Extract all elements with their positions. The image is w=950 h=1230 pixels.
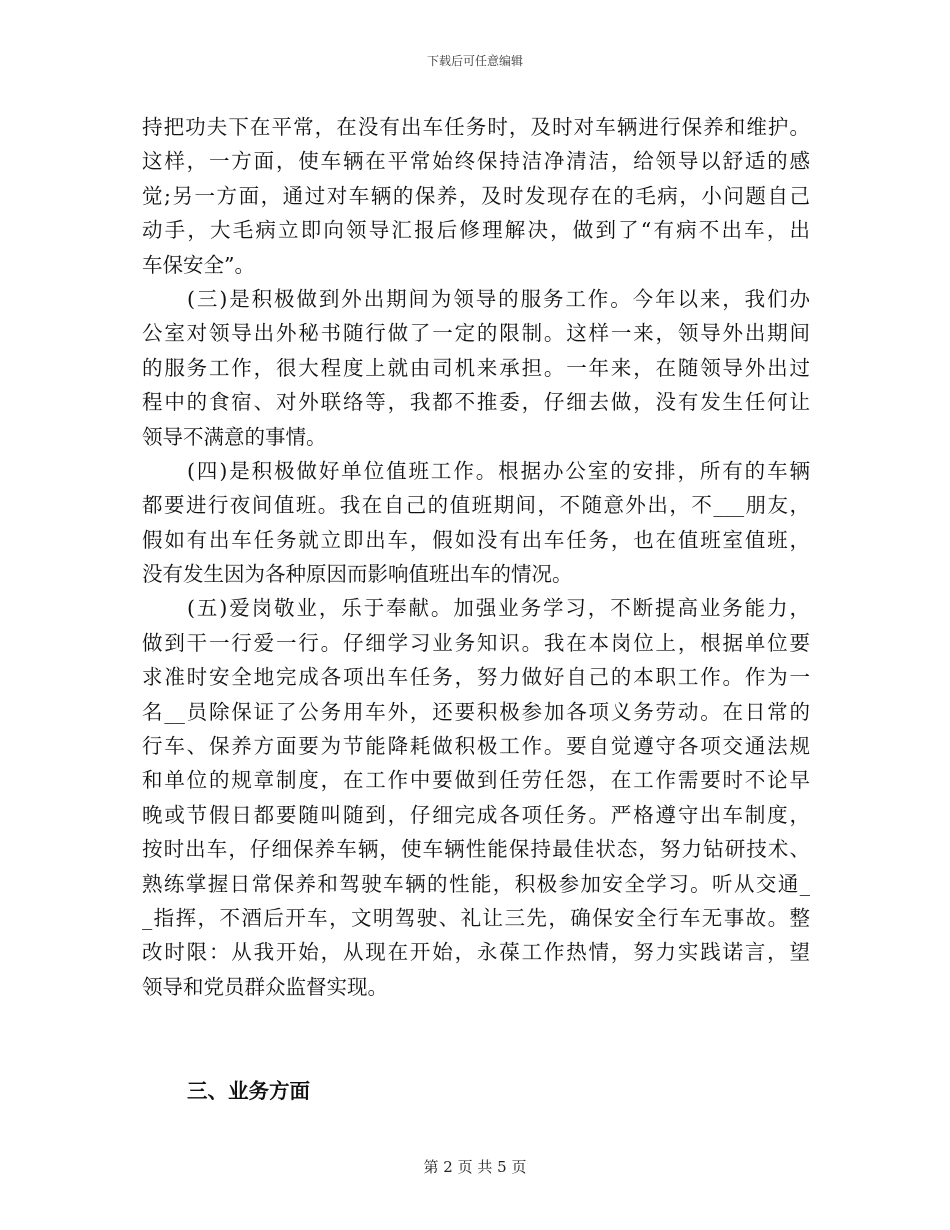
text-line: 名__员除保证了公务用车外，还要积极参加各项义务劳动。在日常的: [142, 699, 810, 724]
text-line: 晚或节假日都要随叫随到，仔细完成各项任务。严格遵守出车制度，: [142, 802, 810, 827]
text-line: 公室对领导出外秘书随行做了一定的限制。这样一来，领导外出期间: [142, 321, 810, 346]
text-line: 按时出车，仔细保养车辆，使车辆性能保持最佳状态，努力钻研技术、: [142, 837, 810, 862]
section-heading: 三、业务方面: [187, 1079, 310, 1103]
text-line: 和单位的规章制度，在工作中要做到任劳任怨，在工作需要时不论早: [142, 768, 810, 793]
text-line: (四)是积极做好单位值班工作。根据办公室的安排，所有的车辆: [187, 458, 810, 483]
document-body: [142, 110, 810, 1004]
text-line: 改时限：从我开始，从现在开始，永葆工作热情，努力实践诺言，望: [142, 940, 810, 965]
paragraph-dedication: [142, 591, 810, 1004]
text-line: (五)爱岗敬业，乐于奉献。加强业务学习，不断提高业务能力，: [187, 596, 810, 621]
text-line: 车保安全”。: [142, 252, 255, 277]
text-line: 没有发生因为各种原因而影响值班出车的情况。: [142, 562, 573, 587]
paragraph-duty: [142, 454, 810, 592]
text-line: 持把功夫下在平常，在没有出车任务时，及时对车辆进行保养和维护。: [142, 115, 810, 139]
paragraph-maintenance: [142, 110, 810, 282]
page-number: 第 2 页 共 5 页: [423, 1158, 527, 1176]
text-line: 都要进行夜间值班。我在自己的值班期间，不随意外出，不___朋友，: [142, 493, 810, 518]
text-line: (三)是积极做到外出期间为领导的服务工作。今年以来，我们办: [187, 286, 810, 311]
page-header: 下载后可任意编辑: [426, 54, 523, 68]
text-line: 假如有出车任务就立即出车，假如没有出车任务，也在值班室值班，: [142, 527, 810, 552]
text-line: 求准时安全地完成各项出车任务，努力做好自己的本职工作。作为一: [142, 665, 810, 690]
text-line: 熟练掌握日常保养和驾驶车辆的性能，积极参加安全学习。听从交通_: [142, 871, 810, 896]
text-line: 这样，一方面，使车辆在平常始终保持洁净清洁，给领导以舒适的感: [142, 149, 810, 174]
text-line: 动手，大毛病立即向领导汇报后修理解决，做到了“有病不出车，出: [142, 218, 810, 243]
text-line: _指挥，不酒后开车，文明驾驶、礼让三先，确保安全行车无事故。整: [142, 905, 810, 930]
text-line: 行车、保养方面要为节能降耗做积极工作。要自觉遵守各项交通法规: [142, 734, 810, 759]
text-line: 做到干一行爱一行。仔细学习业务知识。我在本岗位上，根据单位要: [142, 630, 810, 655]
paragraph-outing-service: [142, 282, 810, 454]
text-line: 程中的食宿、对外联络等，我都不推委，仔细去做，没有发生任何让: [142, 390, 810, 415]
text-line: 领导和党员群众监督实现。: [142, 974, 388, 999]
text-line: 的服务工作，很大程度上就由司机来承担。一年来，在随领导外出过: [142, 355, 810, 380]
text-line: 领导不满意的事情。: [142, 424, 327, 449]
text-line: 觉;另一方面，通过对车辆的保养，及时发现存在的毛病，小问题自己: [142, 183, 810, 208]
